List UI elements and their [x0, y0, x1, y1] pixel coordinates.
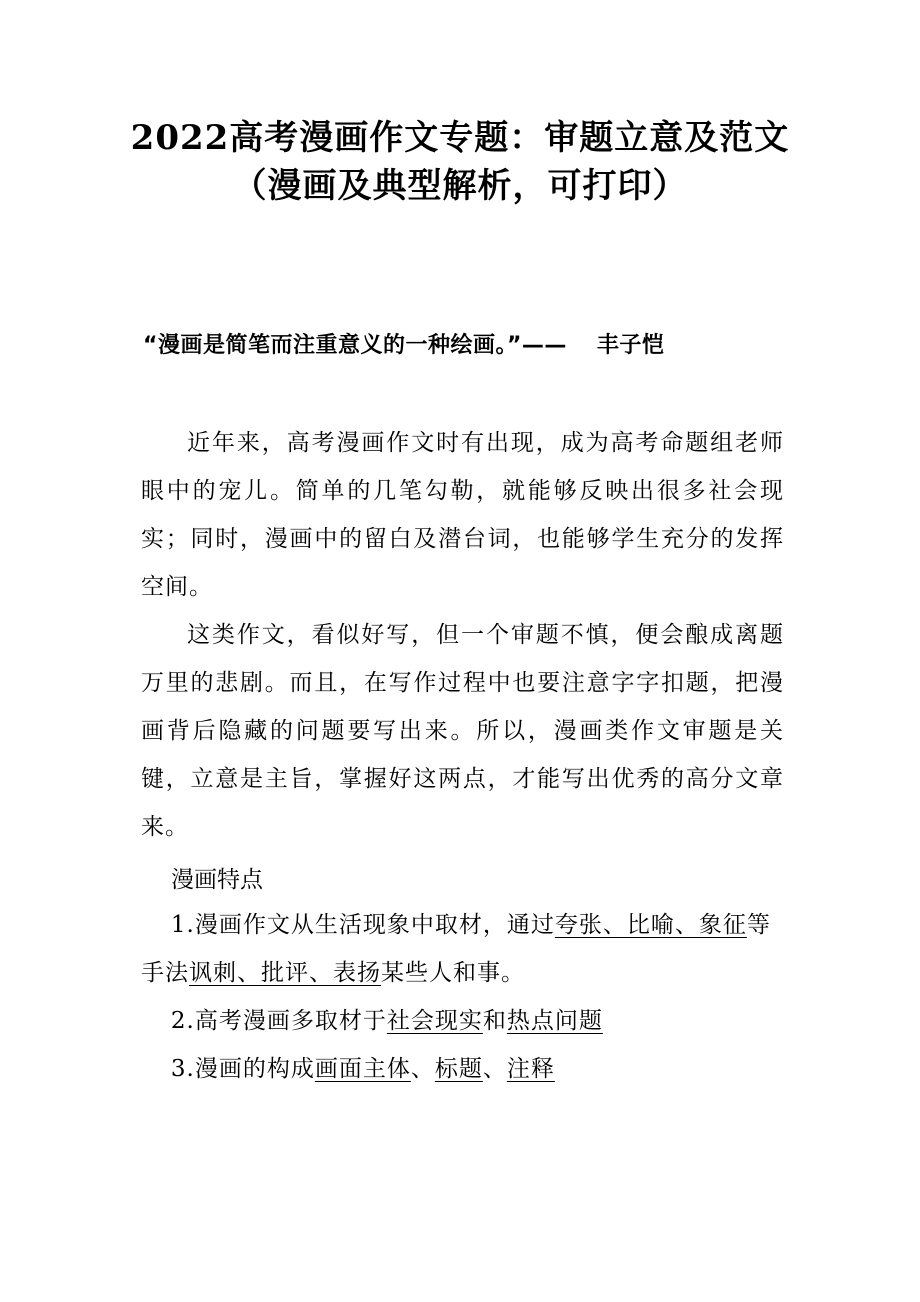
feature-item-3-text-b: 、: [410, 1056, 435, 1082]
feature-item-2-underline-2: 热点问题: [506, 1008, 603, 1034]
section-heading: 漫画特点: [171, 867, 263, 893]
feature-item-3-underline-3: 注释: [506, 1056, 555, 1082]
feature-item-2-underline-1: 社会现实: [386, 1008, 483, 1034]
document-title: 2022高考漫画作文专题：审题立意及范文: [130, 118, 790, 158]
feature-item-1: [141, 901, 784, 997]
feature-item-3: [141, 1045, 784, 1093]
feature-item-3-text-c: 、: [482, 1056, 507, 1082]
feature-item-2-text-a: 2.高考漫画多取材于: [170, 1008, 387, 1034]
quote-author: 丰子恺: [596, 333, 665, 358]
intro-paragraph-1: 近年来，高考漫画作文时有出现，成为高考命题组老师眼中的宠儿。简单的几笔勾勒，就能够反映出很多社会现实；同时，漫画中的留白及潜台词，也能够学生充分的发挥空间。: [141, 430, 784, 600]
epigraph-quote: [143, 330, 793, 362]
feature-item-3-underline-2: 标题: [434, 1056, 483, 1082]
feature-item-1-underline-2: 讽刺、批评、表扬: [189, 960, 381, 986]
intro-paragraph-2: 这类作文，看似好写，但一个审题不慎，便会酿成离题万里的悲剧。而且，在写作过程中也要注意字字扣题，把漫画背后隐藏的问题要写出来。所以，漫画类作文审题是关键，立意是主旨，掌握好这两点，才能写出优秀的高分文章来。: [141, 622, 784, 840]
feature-item-3-underline-1: 画面主体: [314, 1056, 411, 1082]
feature-item-2-text-b: 和: [482, 1008, 507, 1034]
feature-item-1-underline-1: 夸张、比喻、象征: [554, 912, 747, 938]
feature-item-2: [141, 997, 784, 1045]
feature-item-1-text-b: 等手法: [141, 912, 771, 986]
feature-item-1-text-a: 1.漫画作文从生活现象中取材，通过: [170, 912, 555, 938]
quote-text: “漫画是简笔而注重意义的一种绘画。”——: [143, 333, 567, 358]
feature-item-1-text-c: 某些人和事。: [381, 960, 525, 986]
document-subtitle: （漫画及典型解析，可打印）: [232, 166, 688, 206]
feature-item-3-text-a: 3.漫画的构成: [170, 1056, 315, 1082]
